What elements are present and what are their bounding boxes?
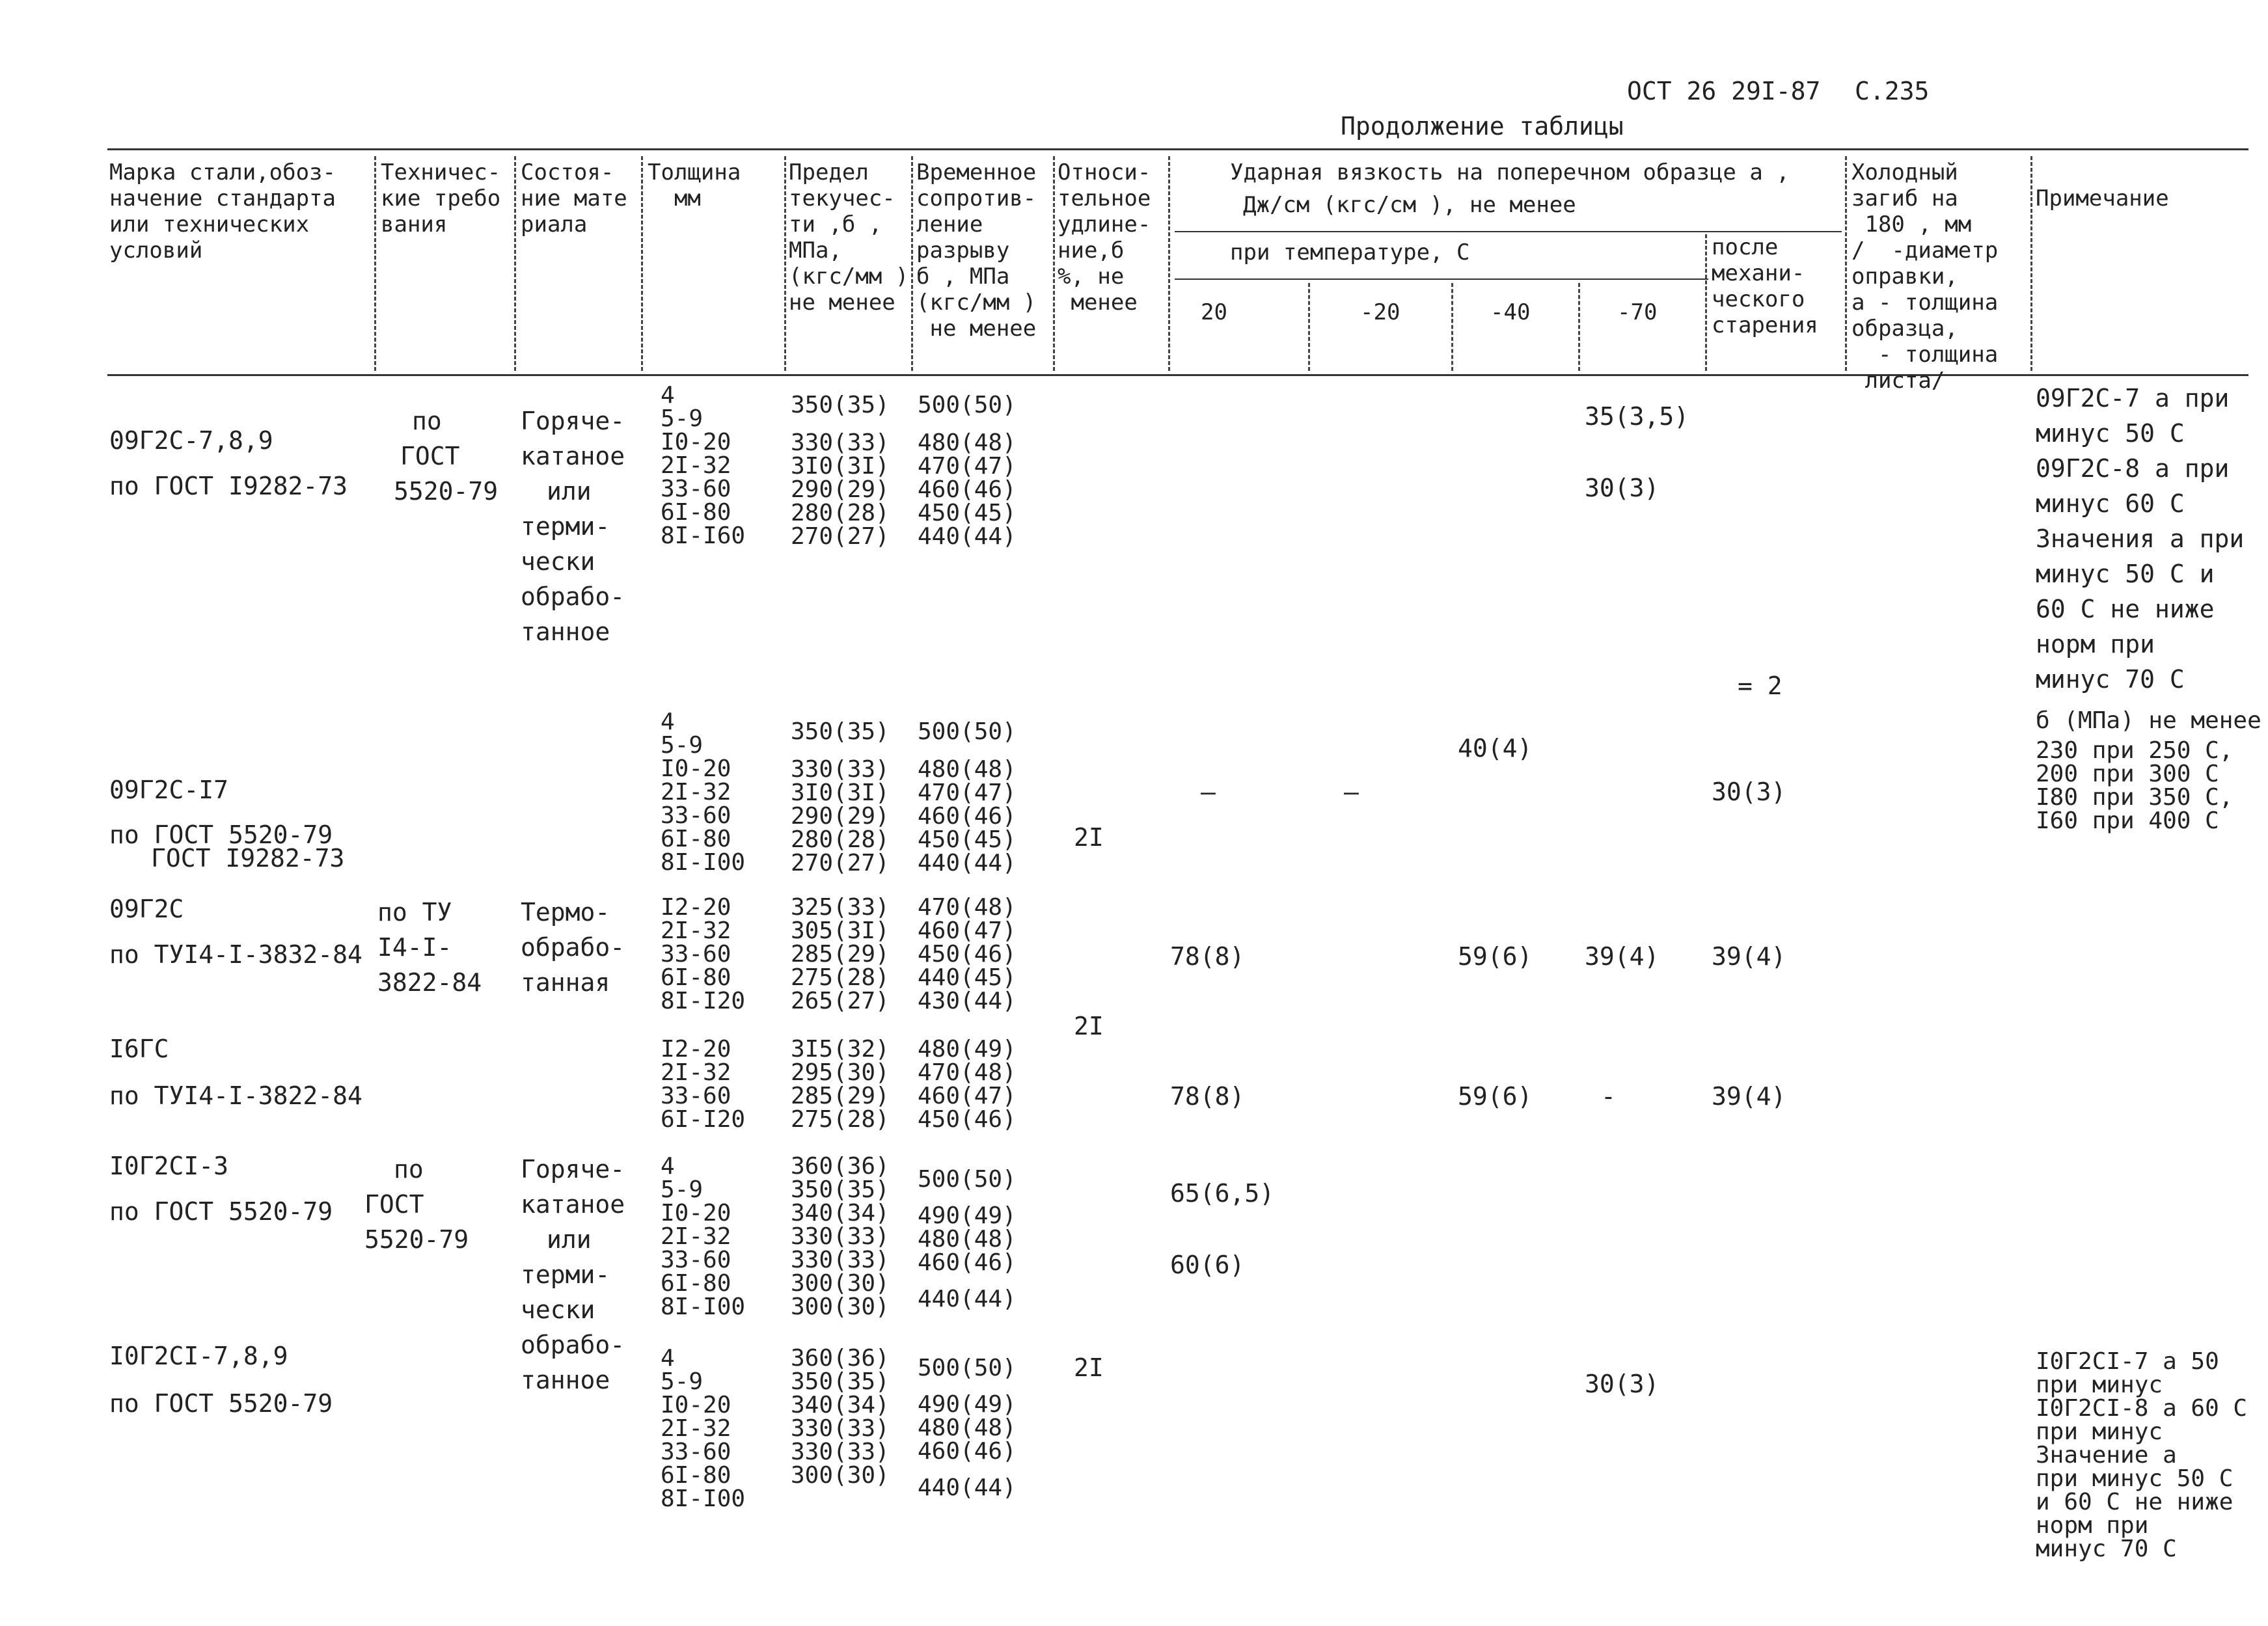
col-sep — [784, 156, 786, 371]
row2-notes: б (МПа) не менее 230 при 250 C, 200 при 300 C I80 при 350 C, I60 при 400 C — [2036, 707, 2261, 834]
col-header-elongation: Относи- тельное удлине- ние,б %, не менее — [1058, 159, 1151, 316]
row5-impact-20-a: 65(6,5) — [1170, 1179, 1275, 1208]
row3-thickness: I2-20 2I-32 33-60 6I-80 8I-I20 — [661, 894, 746, 1014]
temp-minus20: -20 — [1360, 299, 1400, 325]
row3-tensile: 470(48) 460(47) 450(46) 440(45) 430(44) — [918, 894, 1017, 1014]
row6-yield: 360(36) 350(35) 340(34) 330(33) 330(33) 300(30) — [791, 1345, 890, 1489]
row4-tensile: 480(49) 470(48) 460(47) 450(46) — [918, 1036, 1017, 1133]
row5-tensile: 500(50) 490(49) 480(48) 460(46) 440(44) — [918, 1166, 1017, 1312]
col-sep — [1308, 283, 1310, 371]
page-number: С.235 — [1855, 77, 1930, 105]
col-header-yield: Предел текучес- ти ,б , МПа, (кгс/мм ) не менее — [789, 159, 909, 316]
col-header-state: Состоя- ние мате риала — [521, 159, 627, 237]
row5-state: Горяче- катаное или терми- чески обрабо- танное — [521, 1155, 625, 1394]
row6-tensile: 500(50) 490(49) 480(48) 460(46) 440(44) — [918, 1355, 1017, 1501]
row1-impact-m70-b: 30(3) — [1585, 474, 1660, 502]
col-header-aging: после механи- ческого старения — [1712, 234, 1818, 338]
temp-20: 20 — [1201, 299, 1227, 325]
row5-impact-20-b: 60(6) — [1170, 1251, 1245, 1279]
row4-standard: по ТУI4-I-3822-84 — [109, 1081, 362, 1110]
row2-grade: 09Г2С-I7 — [109, 776, 229, 804]
row2-elongation: 2I — [1074, 823, 1104, 852]
row2-impact-m20: – — [1344, 778, 1359, 806]
row1-notes: 09Г2С-7 a при минус 50 C 09Г2С-8 a при минус 60 C Значения a при минус 50 C и 60 C не ниже норм при минус 70 C — [2036, 384, 2245, 694]
row4-impact-20: 78(8) — [1170, 1082, 1245, 1111]
col-sep — [641, 156, 643, 371]
row2-standard: по ГОСТ 5520-79 — [109, 820, 333, 849]
col-sep — [1053, 156, 1055, 371]
temp-subheader-rule — [1175, 278, 1708, 280]
row4-elongation: 2I — [1074, 1012, 1104, 1040]
col-sep — [374, 156, 376, 371]
col-header-bend: Холодный загиб на 180 , мм / -диаметр оправки, а - толщина образца, - толщина лиcта/ — [1851, 159, 1999, 394]
row4-yield: 3I5(32) 295(30) 285(29) 275(28) — [791, 1036, 890, 1133]
row1-bend: = 2 — [1738, 671, 1783, 700]
row2-yield: 350(35) 330(33) 3I0(3I) 290(29) 280(28) 270(27) — [791, 718, 890, 876]
row1-thickness: 4 5-9 I0-20 2I-32 33-60 6I-80 8I-I60 — [661, 382, 746, 549]
row3-impact-20: 78(8) — [1170, 942, 1245, 971]
row2-tensile: 500(50) 480(48) 470(47) 460(46) 450(45) 440(44) — [918, 718, 1017, 876]
row4-impact-m40: 59(6) — [1458, 1082, 1533, 1111]
impact-temp-label: при температуре, C — [1230, 239, 1470, 265]
col-sep — [1845, 156, 1847, 371]
col-sep — [1705, 234, 1707, 371]
row3-aging: 39(4) — [1712, 942, 1786, 971]
row5-standard: по ГОСТ 5520-79 — [109, 1197, 333, 1226]
row1-yield: 350(35) 330(33) 3I0(3I) 290(29) 280(28) 270(27) — [791, 392, 890, 550]
row1-tensile: 500(50) 480(48) 470(47) 460(46) 450(45) 440(44) — [918, 392, 1017, 550]
row3-grade: 09Г2С — [109, 895, 184, 923]
row5-yield: 360(36) 350(35) 340(34) 330(33) 330(33) 300(30) 300(30) — [791, 1153, 890, 1320]
doc-id: ОСТ 26 29I-87 — [1627, 77, 1821, 105]
row5-thickness: 4 5-9 I0-20 2I-32 33-60 6I-80 8I-I00 — [661, 1153, 746, 1320]
col-sep — [2030, 156, 2032, 371]
row6-notes: I0Г2СI-7 a 50 при минус I0Г2СI-8 a 60 C при минус Значение a при минус 50 C и 60 C не ниже норм при минус 70 C — [2036, 1348, 2248, 1562]
row1-standard: по ГОСТ I9282-73 — [109, 472, 348, 500]
row3-yield: 325(33) 305(3I) 285(29) 275(28) 265(27) — [791, 894, 890, 1014]
row3-tech: по ТУ I4-I- 3822-84 — [377, 898, 482, 997]
row5-grade: I0Г2СI-3 — [109, 1152, 229, 1180]
row2-aging: 30(3) — [1712, 778, 1786, 806]
col-sep — [1578, 283, 1580, 371]
row6-thickness: 4 5-9 I0-20 2I-32 33-60 6I-80 8I-I00 — [661, 1345, 746, 1512]
row4-aging: 39(4) — [1712, 1082, 1786, 1111]
row4-grade: I6ГС — [109, 1035, 169, 1063]
col-sep — [911, 156, 913, 371]
row1-impact-m70-a: 35(3,5) — [1585, 402, 1689, 431]
row3-state: Термо- обрабо- танная — [521, 898, 625, 997]
row6-impact-m70: 30(3) — [1585, 1370, 1660, 1398]
col-sep — [1168, 156, 1170, 371]
table-top-rule — [107, 148, 2248, 150]
row2-impact-m40: 40(4) — [1458, 734, 1533, 763]
row3-standard: по ТУI4-I-3832-84 — [109, 940, 362, 969]
row6-elongation: 2I — [1074, 1353, 1104, 1382]
row4-impact-m70: - — [1601, 1082, 1616, 1111]
col-sep — [514, 156, 516, 371]
row4-thickness: I2-20 2I-32 33-60 6I-I20 — [661, 1036, 746, 1133]
col-header-thickness: Толщина мм — [648, 159, 741, 211]
temp-minus70: -70 — [1617, 299, 1658, 325]
row2-impact-20: – — [1201, 778, 1216, 806]
col-header-note: Примечание — [2036, 185, 2169, 211]
row1-grade: 09Г2С-7,8,9 — [109, 426, 273, 455]
continuation-label: Продолжение таблицы — [1341, 112, 1624, 141]
col-header-tensile: Временное сопротив- ление разрыву б , МПа (кгс/мм ) не менее — [916, 159, 1037, 342]
row3-impact-m70: 39(4) — [1585, 942, 1660, 971]
row2-thickness: 4 5-9 I0-20 2I-32 33-60 6I-80 8I-I00 — [661, 709, 746, 876]
col-header-grade: Марка стали,обоз- начение стандарта или технических условий — [109, 159, 336, 264]
col-header-tech-req: Техничес- кие требо вания — [381, 159, 501, 237]
col-sep — [1451, 283, 1453, 371]
row3-impact-m40: 59(6) — [1458, 942, 1533, 971]
impact-title-line2: Дж/см (кгс/см ), не менее — [1243, 192, 1576, 218]
row2-standard-2: ГОСТ I9282-73 — [151, 844, 345, 873]
temp-minus40: -40 — [1490, 299, 1531, 325]
impact-subheader-rule — [1175, 231, 1842, 232]
impact-title-line1: Ударная вязкость на поперечном образце a , — [1230, 159, 1790, 185]
row1-state: Горяче- катаное или терми- чески обрабо- танное — [521, 407, 625, 646]
row1-tech: по ГОСТ 5520-79 — [394, 407, 499, 506]
row5-tech: по ГОСТ 5520-79 — [364, 1155, 469, 1254]
row6-grade: I0Г2СI-7,8,9 — [109, 1342, 288, 1370]
row6-standard: по ГОСТ 5520-79 — [109, 1389, 333, 1418]
